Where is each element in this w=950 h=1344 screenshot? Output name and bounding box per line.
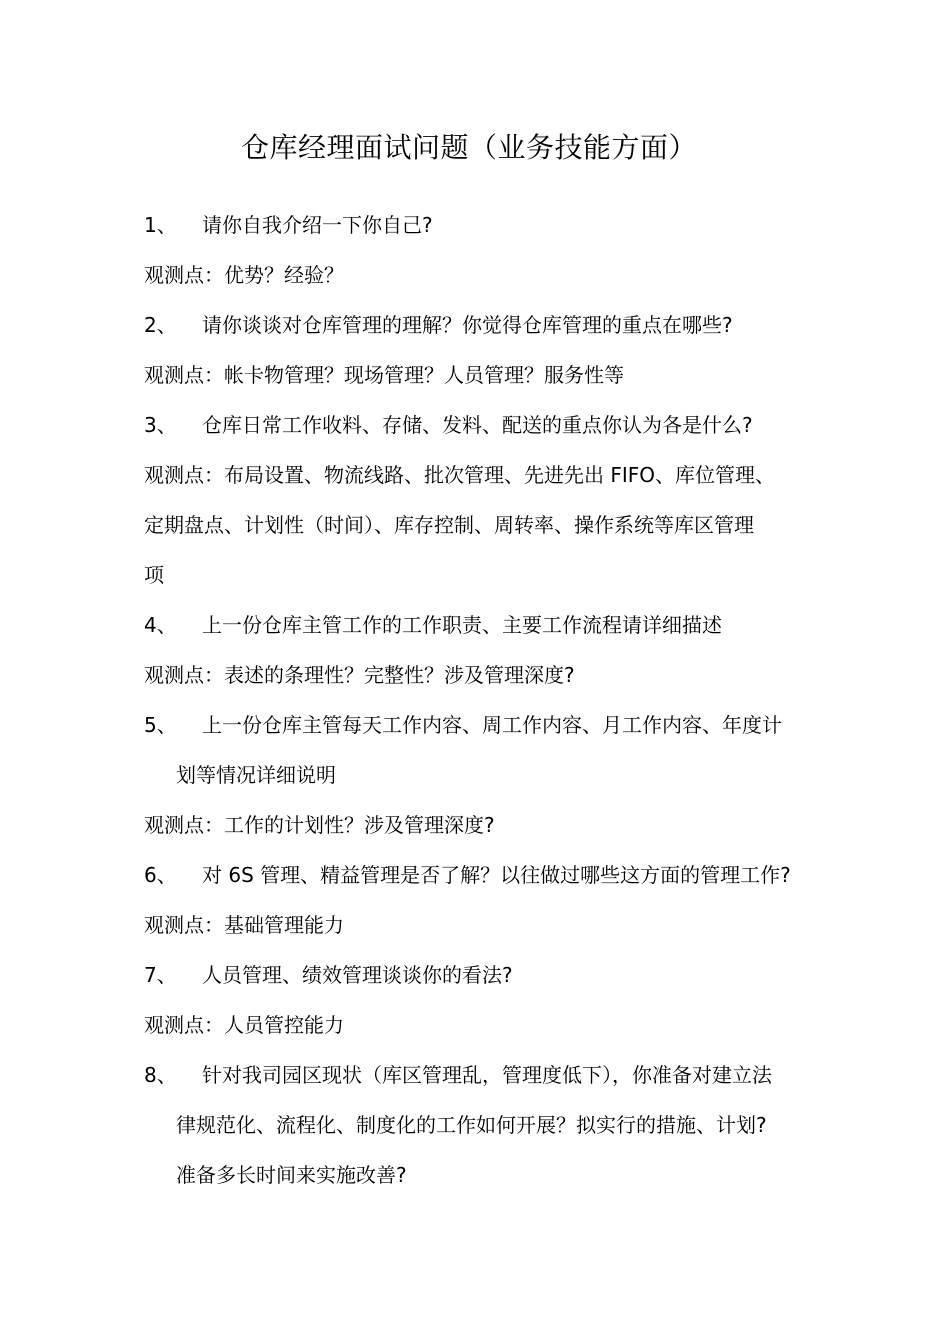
observation-line [144, 500, 824, 550]
observation-text: 定期盘点、计划性（时间）、库存控制、周转率、操作系统等库区管理 [144, 513, 754, 537]
observation-text: 观测点：布局设置、物流线路、批次管理、先进先出 FIFO、库位管理、 [144, 463, 776, 487]
question-text: 律规范化、流程化、制度化的工作如何开展？拟实行的措施、计划? [176, 1113, 767, 1137]
question-number: 1、 [144, 213, 177, 237]
observation-line [144, 900, 824, 950]
question-item [144, 850, 824, 900]
question-number: 4、 [144, 613, 177, 637]
question-text: 请你自我介绍一下你自己? [202, 213, 433, 237]
question-text: 请你谈谈对仓库管理的理解？你觉得仓库管理的重点在哪些? [202, 313, 733, 337]
observation-line [144, 450, 824, 500]
observation-line [144, 550, 824, 600]
question-continuation [144, 750, 824, 800]
question-item [144, 1050, 824, 1100]
question-item [144, 400, 824, 450]
question-item [144, 200, 824, 250]
question-number: 6、 [144, 863, 177, 887]
question-number: 7、 [144, 963, 177, 987]
observation-text: 观测点：优势？经验？ [144, 263, 344, 287]
observation-text: 观测点：基础管理能力 [144, 913, 344, 937]
question-continuation [144, 1150, 824, 1200]
question-text: 上一份仓库主管每天工作内容、周工作内容、月工作内容、年度计 [202, 713, 782, 737]
question-text: 针对我司园区现状（库区管理乱，管理度低下），你准备对建立法 [202, 1063, 772, 1087]
question-number: 3、 [144, 413, 177, 437]
question-text: 上一份仓库主管工作的工作职责、主要工作流程请详细描述 [202, 613, 722, 637]
observation-text: 观测点：表述的条理性？完整性？涉及管理深度? [144, 663, 575, 687]
observation-line [144, 250, 824, 300]
observation-text: 观测点：人员管控能力 [144, 1013, 344, 1037]
question-item [144, 950, 824, 1000]
question-item [144, 300, 824, 350]
document-title: 仓库经理面试问题（业务技能方面） [240, 131, 697, 164]
observation-text: 项 [144, 563, 164, 587]
observation-line [144, 650, 824, 700]
question-number: 8、 [144, 1063, 177, 1087]
question-text: 准备多长时间来实施改善? [176, 1163, 407, 1187]
observation-line [144, 350, 824, 400]
question-number: 2、 [144, 313, 177, 337]
document-body [144, 200, 824, 1200]
question-continuation [144, 1100, 824, 1150]
observation-line [144, 1000, 824, 1050]
question-text: 划等情况详细说明 [176, 763, 336, 787]
question-text: 仓库日常工作收料、存储、发料、配送的重点你认为各是什么? [202, 413, 753, 437]
question-item [144, 600, 824, 650]
question-text: 人员管理、绩效管理谈谈你的看法? [202, 963, 513, 987]
observation-text: 观测点：工作的计划性？涉及管理深度? [144, 813, 495, 837]
observation-text: 观测点：帐卡物管理？现场管理？人员管理？服务性等 [144, 363, 624, 387]
observation-line [144, 800, 824, 850]
question-number: 5、 [144, 713, 177, 737]
question-item [144, 700, 824, 750]
question-text: 对 6S 管理、精益管理是否了解？以往做过哪些这方面的管理工作? [202, 863, 791, 887]
